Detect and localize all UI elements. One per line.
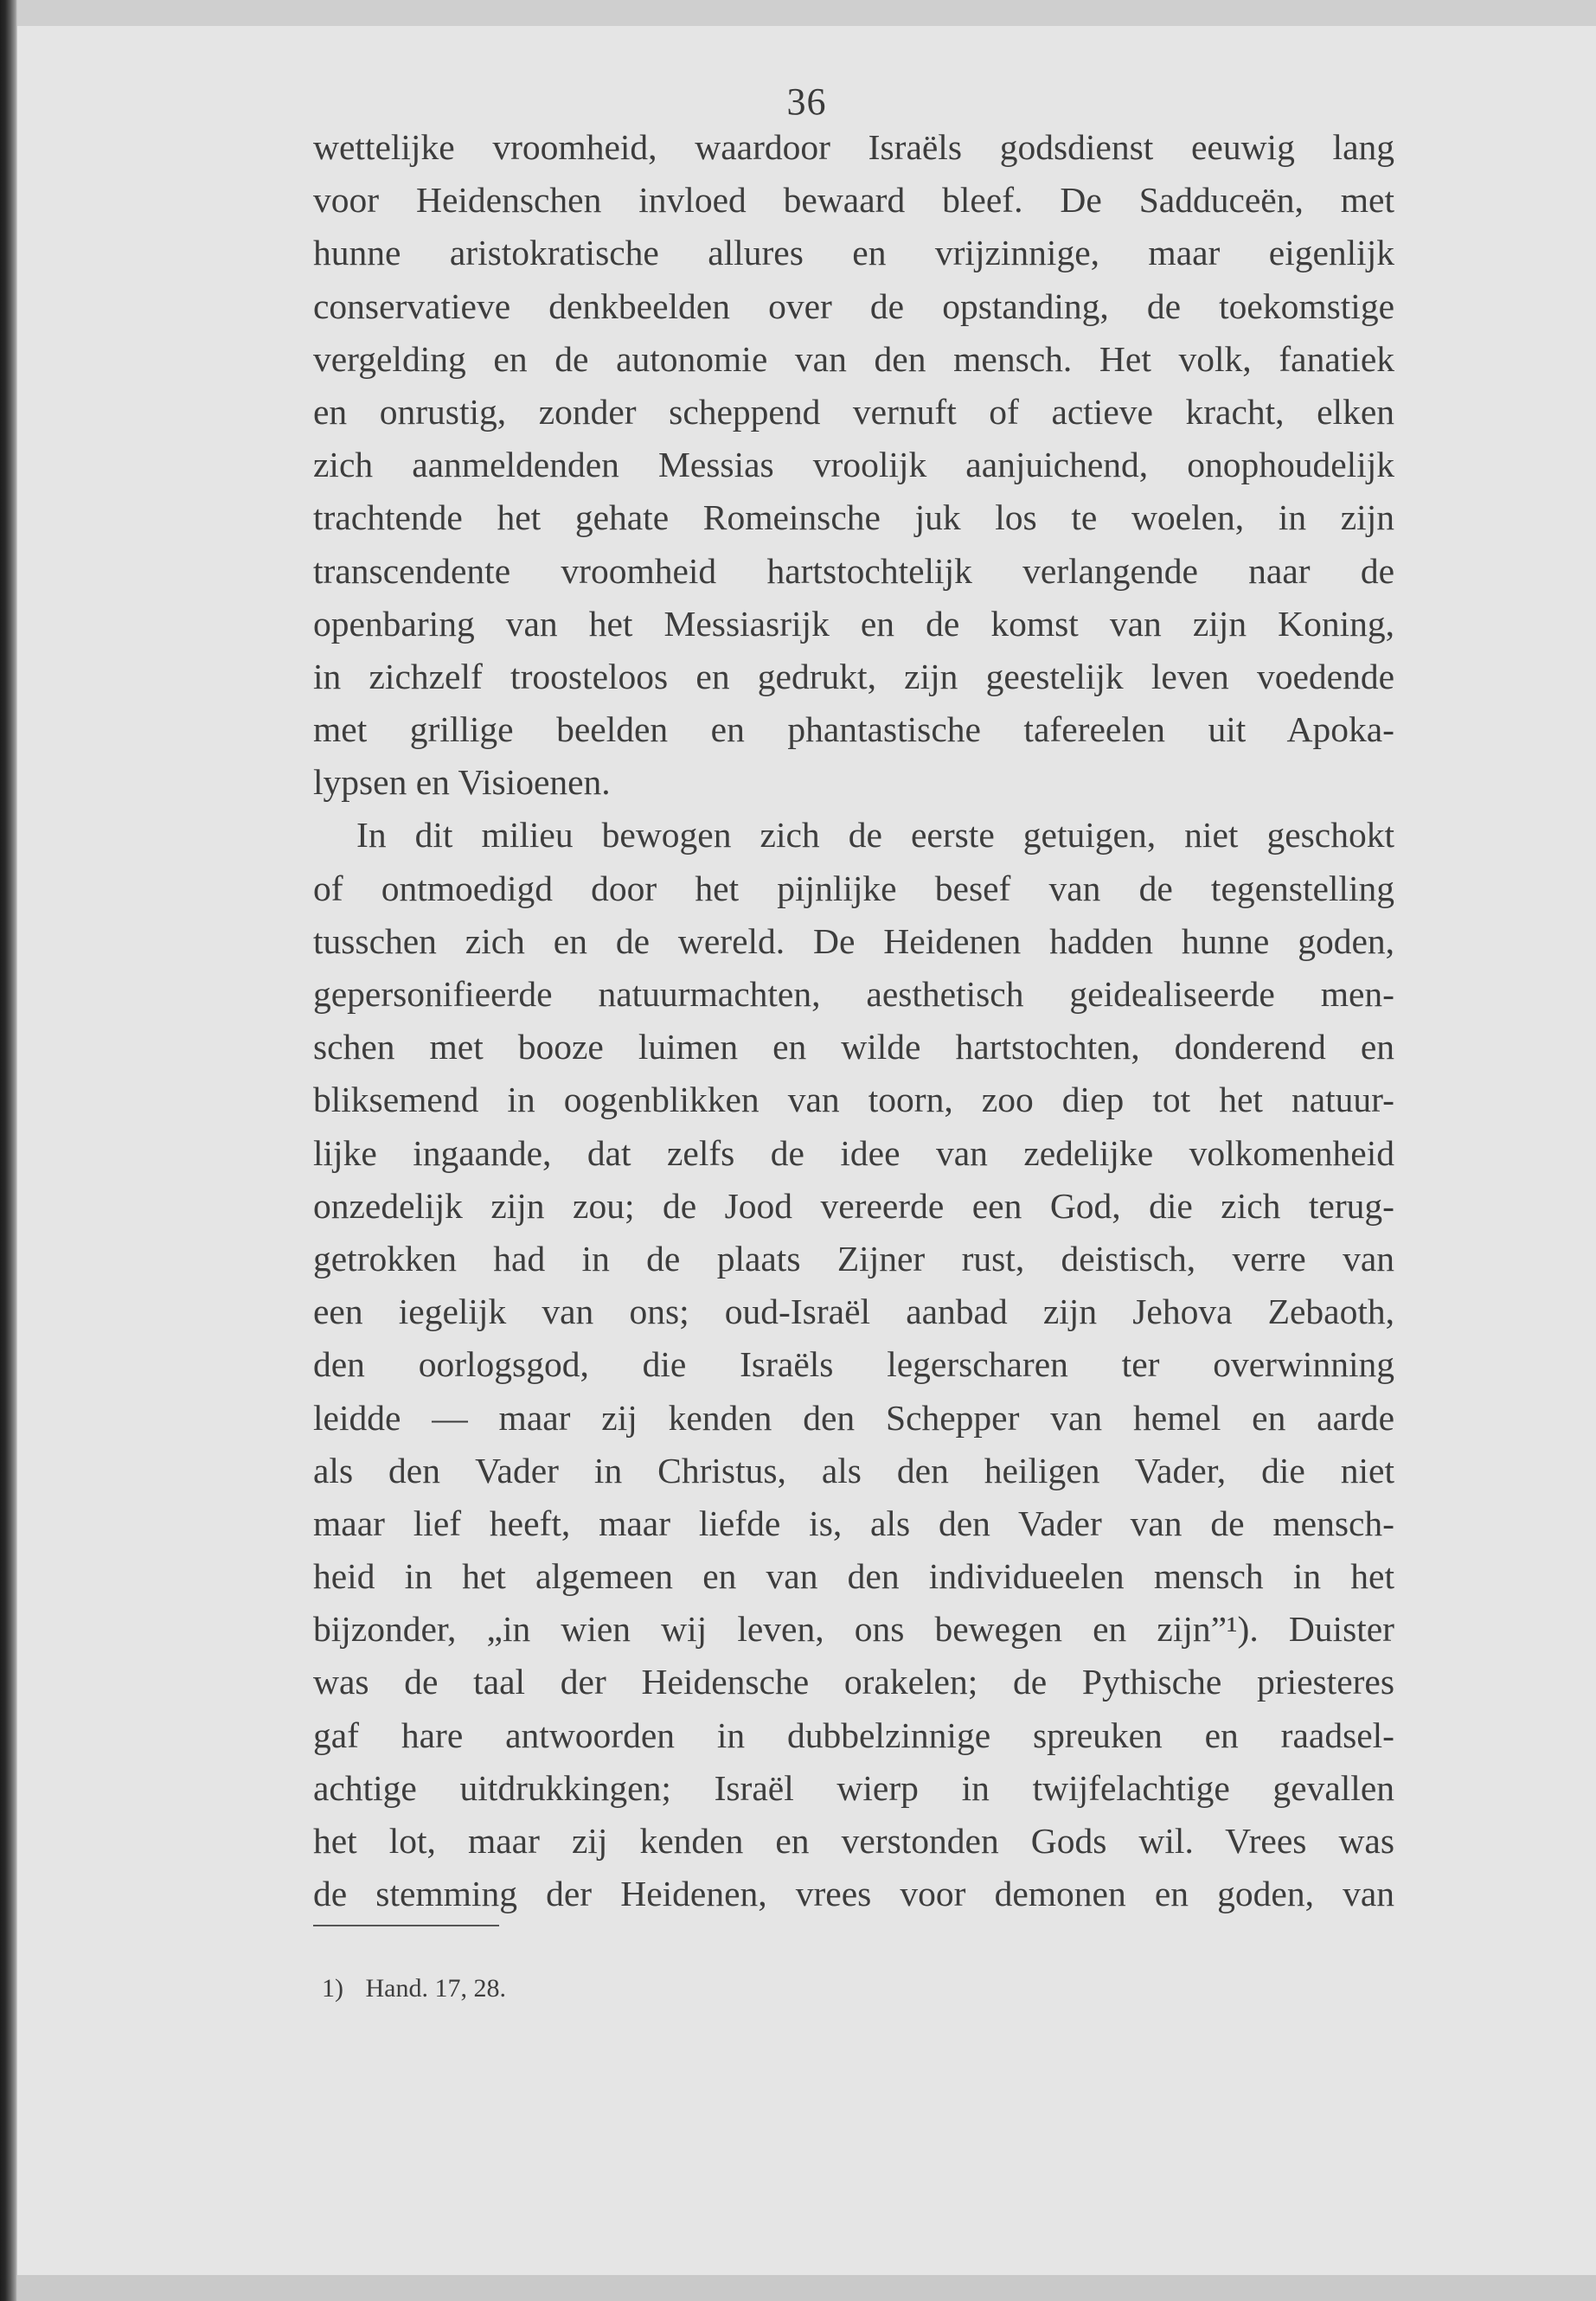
text-line: een iegelijk van ons; oud-Israël aanbad zijn Jehova Zebaoth, <box>313 1292 1394 1332</box>
text-line: bijzonder, „in wien wij leven, ons bewegen en zijn”¹). Duister <box>313 1609 1394 1650</box>
text-line: getrokken had in de plaats Zijner rust, deistisch, verre van <box>313 1238 1394 1279</box>
text-line: het lot, maar zij kenden en verstonden Gods wil. Vrees was <box>313 1821 1394 1861</box>
footnote-divider <box>313 1925 499 1926</box>
text-line: vergelding en de autonomie van den mensch. Het volk, fanatiek <box>313 338 1394 379</box>
footnote-marker: 1) <box>322 1974 343 2003</box>
text-line: In dit milieu bewogen zich de eerste getuigen, niet geschokt <box>356 815 1394 856</box>
page-number: 36 <box>786 80 827 123</box>
text-line: zich aanmeldenden Messias vroolijk aanjuichend, onophoudelijk <box>313 445 1394 485</box>
text-line: gepersonifieerde natuurmachten, aesthetisch geidealiseerde men- <box>313 974 1394 1014</box>
text-line: en onrustig, zonder scheppend vernuft of actieve kracht, elken <box>313 391 1394 432</box>
footnote-text: Hand. 17, 28. <box>365 1974 506 2003</box>
text-line: heid in het algemeen en van den individueelen mensch in het <box>313 1556 1394 1597</box>
text-line: was de taal der Heidensche orakelen; de Pythische priesteres <box>313 1662 1394 1702</box>
text-line: achtige uitdrukkingen; Israël wierp in twijfelachtige gevallen <box>313 1767 1394 1808</box>
text-line: onzedelijk zijn zou; de Jood vereerde een God, die zich terug- <box>313 1185 1394 1226</box>
text-line: met grillige beelden en phantastische tafereelen uit Apoka- <box>313 709 1394 750</box>
text-line: voor Heidenschen invloed bewaard bleef. De Sadduceën, met <box>313 180 1394 221</box>
text-line: conservatieve denkbeelden over de opstanding, de toekomstige <box>313 285 1394 326</box>
binding-edge <box>0 0 17 2301</box>
text-line: de stemming der Heidenen, vrees voor demonen en goden, van <box>313 1874 1394 1914</box>
text-line: leidde — maar zij kenden den Schepper van hemel en aarde <box>313 1397 1394 1438</box>
text-line: trachtende het gehate Romeinsche juk los te woelen, in zijn <box>313 497 1394 538</box>
text-line: lijke ingaande, dat zelfs de idee van zedelijke volkomenheid <box>313 1132 1394 1173</box>
text-line: gaf hare antwoorden in dubbelzinnige spreuken en raadsel- <box>313 1715 1394 1755</box>
text-line: transcendente vroomheid hartstochtelijk verlangende naar de <box>313 550 1394 591</box>
text-line: maar lief heeft, maar liefde is, als den Vader van de mensch- <box>313 1503 1394 1543</box>
text-line: hunne aristokratische allures en vrijzinnige, maar eigenlijk <box>313 233 1394 273</box>
text-line: openbaring van het Messiasrijk en de komst van zijn Koning, <box>313 603 1394 644</box>
text-line: in zichzelf troosteloos en gedrukt, zijn geestelijk leven voedende <box>313 656 1394 696</box>
text-line: den oorlogsgod, die Israëls legerscharen ter overwinning <box>313 1344 1394 1385</box>
body-text <box>313 121 1394 1920</box>
text-line: wettelijke vroomheid, waardoor Israëls godsdienst eeuwig lang <box>313 127 1394 167</box>
text-line: bliksemend in oogenblikken van toorn, zoo diep tot het natuur- <box>313 1080 1394 1120</box>
text-line: als den Vader in Christus, als den heiligen Vader, die niet <box>313 1450 1394 1490</box>
text-line: tusschen zich en de wereld. De Heidenen hadden hunne goden, <box>313 920 1394 961</box>
text-line: lypsen en Visioenen. <box>313 762 611 803</box>
page-bottom-edge <box>17 2275 1596 2301</box>
footnote <box>322 1974 506 2003</box>
text-line: schen met booze luimen en wilde hartstochten, donderend en <box>313 1027 1394 1067</box>
text-line: of ontmoedigd door het pijnlijke besef van de tegenstelling <box>313 868 1394 908</box>
